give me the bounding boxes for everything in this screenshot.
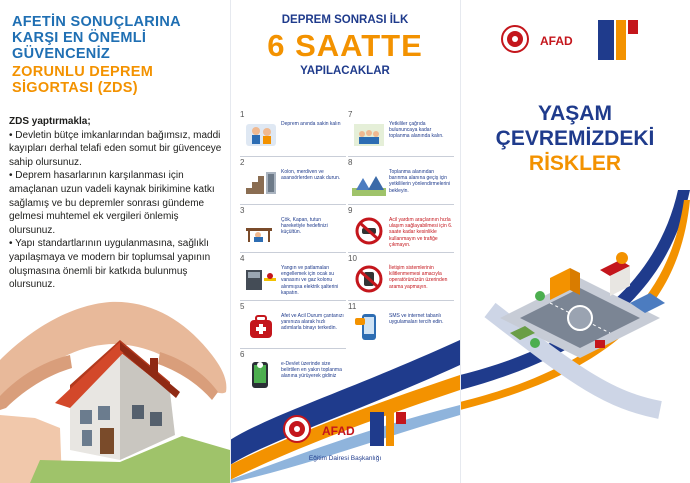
emergency-bag-icon <box>244 312 278 342</box>
sms-phone-icon <box>352 312 386 342</box>
step-text: Acil yardım araçlarının hızla ulaşım sağlayabilmesi için 6. saate kadar kesinlikle kullanmayın ve trafiğe çıkmayın. <box>389 217 453 248</box>
map-pin-icon <box>244 360 278 390</box>
step-1 <box>240 112 348 158</box>
bullet-1: • Devletin bütçe imkanlarından bağımsız, maddi kayıpları derhal telafi eden somut bir güvenceye sahip olursunuz. <box>9 129 222 168</box>
mid-title-line2: 6 SAATTE <box>267 28 423 63</box>
step-5 <box>240 304 348 350</box>
step-7 <box>348 112 456 158</box>
step-4 <box>240 256 348 302</box>
mid-footer: Eğitim Dairesi Başkanlığı <box>308 455 382 462</box>
step-text: Kolon, merdiven ve asansörlerden uzak durun. <box>281 169 341 182</box>
step-text: Çök, Kapan, tutun hareketiyle hedefinizi küçültün. <box>281 217 328 236</box>
step-text: Yetkililer çağrıda bulununcaya kadar toplanma alanında kalın. <box>389 121 444 140</box>
step-number: 3 <box>240 206 245 215</box>
step-text: Afet ve Acil Durum çantanızı yanınıza alarak hızlı adımlarla binayı terkedin. <box>281 313 344 332</box>
mid-title-line3: YAPILACAKLAR <box>300 65 390 77</box>
right-title-line1: YAŞAM <box>538 102 612 125</box>
step-6 <box>240 352 348 398</box>
hands-house-illustration <box>0 300 230 483</box>
right-title-line3: RİSKLER <box>528 152 622 175</box>
step-number: 11 <box>348 302 357 311</box>
step-text: Deprem anında sakin kalın <box>281 121 341 127</box>
step-9 <box>348 208 456 254</box>
bullet-3: • Yapı standartlarının uygulanmasına, sağlıklı yapılaşmaya ve modern bir toplumsal yapının oluşmasına önemli bir katkıda bulunmuş olursunuz. <box>9 238 211 291</box>
mid-title-line1: DEPREM SONRASI İLK <box>281 14 409 26</box>
step-3 <box>240 208 348 254</box>
step-text: İletişim sistemlerinin kilitlenmemesi amacıyla operatörünüzün üzerinden arama yapmayın. <box>389 265 448 290</box>
year-logo-icon <box>598 20 638 60</box>
right-title-line2: ÇEVREMİZDEKİ <box>495 127 655 150</box>
shelter-tents-icon <box>352 168 386 198</box>
step-number: 10 <box>348 254 357 263</box>
step-number: 4 <box>240 254 245 263</box>
risks-city-illustration <box>480 248 680 368</box>
step-2 <box>240 160 348 206</box>
step-number: 5 <box>240 302 245 311</box>
assembly-area-icon <box>352 120 386 150</box>
step-8 <box>348 160 456 206</box>
step-text: e-Devlet üzerinde size belirtilen en yakın toplanma alanına yürüyerek gidiniz <box>281 361 342 380</box>
afad-logo-right: AFAD <box>540 34 573 48</box>
step-number: 9 <box>348 206 353 215</box>
left-panel <box>0 0 230 483</box>
body-text <box>9 115 225 292</box>
step-number: 2 <box>240 158 245 167</box>
step-text: Toplanma alanından barınma alanına geçiş için yetkililerin yönlendirmelerini bekleyin. <box>389 169 451 194</box>
step-10 <box>348 256 456 302</box>
headline-blue: AFETİN SONUÇLARINA KARŞI EN ÖNEMLİ GÜVENCENİZ <box>12 14 181 62</box>
step-number: 8 <box>348 158 353 167</box>
bullet-2: • Deprem hasarlarının karşılanması için amaçlanan uzun vadeli kaynak birikimine katkı sağlamış ve bu depremler sonrası gündeme gelmesi muhtemel ek vergileri önlemiş olursunuz. <box>9 170 215 236</box>
step-number: 7 <box>348 110 353 119</box>
afad-logo-mid: AFAD <box>322 424 355 438</box>
no-call-icon <box>352 264 386 294</box>
emblem-icon <box>500 24 530 54</box>
year-logo-icon <box>370 412 406 446</box>
middle-panel <box>230 0 460 483</box>
step-number: 1 <box>240 110 245 119</box>
drop-cover-hold-icon <box>244 216 278 246</box>
step-text: Yangın ve patlamaları engellemek için ocak su vanasını ve gaz kolonu alınmışsa elektrik şalterini kapatın. <box>281 265 339 296</box>
right-panel <box>460 0 690 483</box>
intro-text: ZDS yaptırmakla; <box>9 116 91 127</box>
step-11 <box>348 304 456 350</box>
stairs-elevator-icon <box>244 168 278 198</box>
emblem-icon <box>282 414 312 444</box>
step-number: 6 <box>240 350 245 359</box>
no-car-icon <box>352 216 386 246</box>
headline-orange: ZORUNLU DEPREM SİGORTASI (ZDS) <box>12 64 154 96</box>
step-text: SMS ve internet tabanlı uygulamaları tercih edin. <box>389 313 444 326</box>
gas-valve-icon <box>244 264 278 294</box>
calm-person-icon <box>244 120 278 150</box>
